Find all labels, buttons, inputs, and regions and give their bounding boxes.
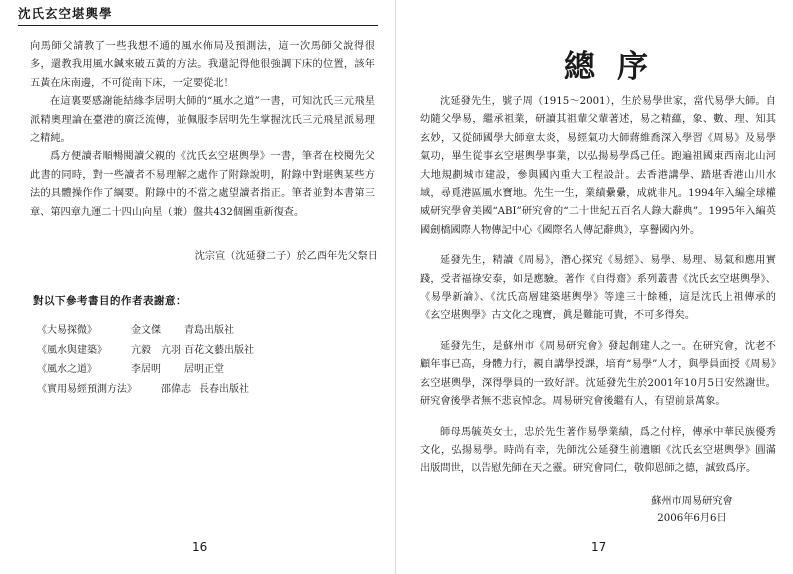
paragraph: 延發先生，精讀《周易》，潛心探究《易經》、易學、易理、易氣和應用實踐，受者福祿安泰，如是應驗。著作《自得齋》系列叢書《沈氏玄空堪輿學》、《易學新論》、《沈氏高層建築堪輿學》等達三十餘種，這是沈氏上祖傳承的《玄空堪輿學》古文化之瑰寶，眞是難能可貴，不可多得矣。 — [420, 255, 776, 322]
author-signature: 沈宗宣（沈延發二子）於乙酉年先父祭日 — [194, 251, 378, 262]
right-body-text — [420, 93, 776, 479]
reference-publisher: 百花文藝出版社 — [184, 344, 254, 356]
signing-date: 2006年6月6日 — [657, 513, 727, 524]
paragraph: 師母馬毓英女士，忠於先生著作易學業績，爲之付梓，傳承中華民族優秀文化，弘揚易學。時尚有幸，先師沈公延發生前遺願《沈氏玄空堪輿學》圓滿出版問世，以告慰先師在天之靈。研究會同仁，敬仰恩師之德，誠致爲序。 — [420, 426, 776, 475]
reference-author: 亢毅 亢羽 — [131, 344, 181, 356]
reference-publisher: 居明正堂 — [184, 364, 224, 376]
left-page — [0, 0, 396, 574]
paragraph: 爲方便讀者順暢閱讀父親的《沈氏玄空堪輿學》一書，筆者在校閱先父此書的同時，對一些讀者不易理解之處作了附錄說明，附錄中對堪輿某些方法的具體操作作了綱要。附錄中的不當之處望讀者指正。筆者並對本書第三章、第四章九運二十四山向星（兼）盤共432個圖重新復查。 — [30, 151, 375, 218]
reference-publisher: 長春出版社 — [199, 383, 249, 395]
reference-publisher: 青島出版社 — [184, 325, 234, 336]
paragraph: 延發先生，是蘇州市《周易研究會》發起創建人之一。在研究會，沈老不顧年事已高，身體力行，親自講學授課，培育“易學”人才，與學員面授《周易》玄空堪輿學，深得學員的一致好評。沈延發先生於2001年10月5日安然謝世。研究會後學者無不悲哀悼念。周易研究會後繼有人，有望前景萬象。 — [420, 340, 776, 408]
preface-signature — [627, 493, 757, 527]
reference-item — [37, 321, 377, 341]
reference-item — [37, 341, 377, 361]
page-number: 16 — [192, 540, 208, 554]
signing-organization: 蘇州市周易研究會 — [651, 496, 733, 507]
paragraph: 在這裏要感謝能結緣李居明大師的“風水之道”一書，可知沈氏三元飛星派精奧理論在臺港的廣泛流傳，並佩服李居明先生掌握沈氏三元飛星派易理之精純。 — [30, 96, 375, 145]
left-body-text — [30, 38, 375, 222]
reference-book: 《實用易經預測方法》 — [37, 383, 137, 395]
page-number: 17 — [591, 540, 607, 554]
reference-author: 邵偉志 — [161, 383, 191, 395]
reference-author: 金文傑 — [131, 325, 161, 336]
reference-title: 對以下參考書目的作者表謝意： — [33, 295, 187, 307]
running-header: 沈氏玄空堪輿學 — [18, 4, 378, 26]
reference-item — [37, 360, 377, 380]
reference-book: 《大易探微》 — [37, 325, 97, 336]
paragraph: 沈延發先生，號子周（1915～2001），生於易學世家，當代易學大師。自幼隨父學易，繼承祖業，研讀其祖輩父輩著述，易之精蘊，象、數、理、知其玄妙，又從師國學大師章太炎，易經氣功大師蔣維喬深入學習《周易》及易學氣功，畢生從事玄空堪輿學事業，以弘揚易學爲己任。跑遍祖國東西南北山河大地規劃城市建設，參與國內重大工程設計。去香港講學、踏堪香港山川水域，尋覓港區風水寶地。先生一生，業績纍纍，成就非凡。1994年入編全球權威研究學會美國“ABI”研究會的“二十世紀五百名人錄大辭典”。1995年入編英國劍橋國際人物傳記中心《國際名人傳記辭典》，享譽國內外。 — [420, 96, 776, 236]
reference-author: 李居明 — [131, 364, 161, 376]
reference-book: 《風水之道》 — [37, 364, 97, 376]
right-page — [396, 0, 793, 574]
reference-item — [37, 380, 377, 400]
reference-book: 《風水與建築》 — [37, 344, 107, 356]
page-title: 總序 — [564, 49, 670, 85]
reference-list — [37, 321, 377, 399]
paragraph: 向馬師父請教了一些我想不通的風水佈局及預測法，這一次馬師父說得很多，還教我用風水鍼來破五黃的方法。我還記得他很強調下床的位置，該年五黃在床南邊，不可從南下床，一定要從北！ — [30, 41, 375, 89]
